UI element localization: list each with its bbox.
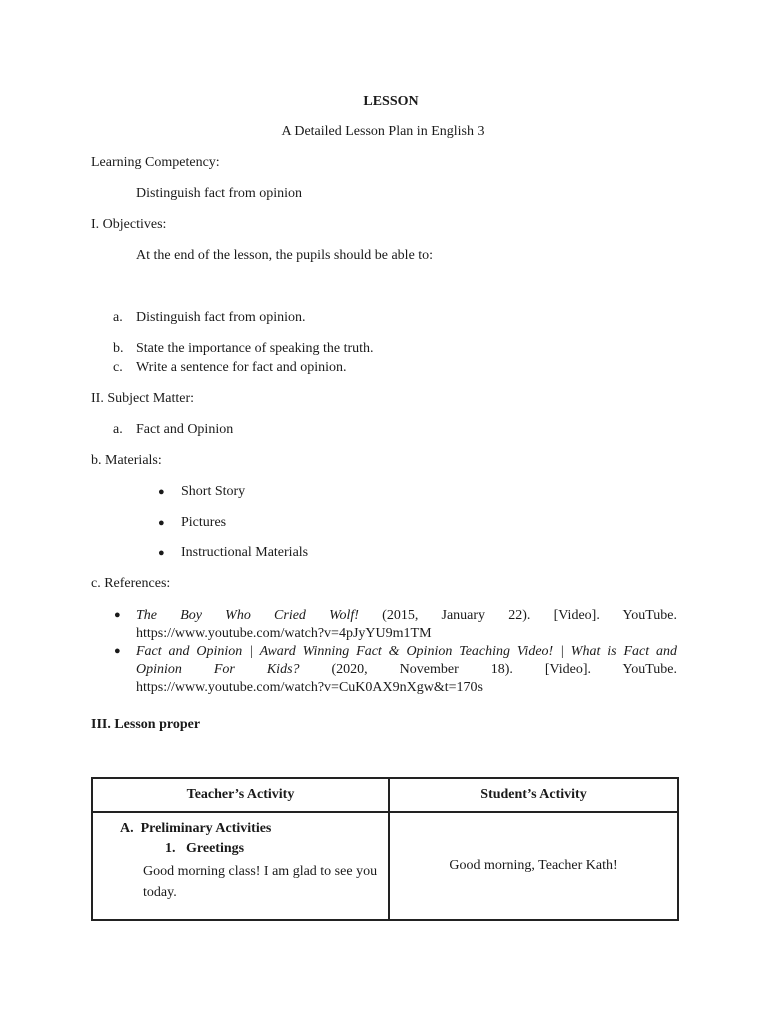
reference-line [136,661,677,679]
material-item: Pictures [181,515,227,530]
reference-title-line [136,643,677,661]
table-header-row [92,778,678,812]
objective-marker: c. [113,360,123,375]
objectives-label: I. Objectives: [91,217,167,232]
objectives-intro: At the end of the lesson, the pupils should be able to: [136,248,434,263]
material-item: Short Story [181,484,246,499]
bullet-icon: ● [158,486,165,498]
references-label: c. References: [91,576,171,591]
reference-item [136,607,677,643]
section-heading: A. Preliminary Activities [120,821,272,836]
teacher-greeting: Good morning class! I am glad to see you today. [143,864,378,900]
bullet-icon: ● [158,547,165,559]
bullet-icon: ● [158,517,165,529]
lesson-proper-label: III. Lesson proper [91,717,201,732]
subject-matter-item: Fact and Opinion [136,422,234,437]
reference-details: (2015, January 22). [Video]. YouTube. [382,608,677,623]
bullet-icon: ● [114,609,121,621]
reference-title: The Boy Who Cried Wolf! [136,608,359,623]
subsection-heading: 1. Greetings [165,841,245,856]
teacher-activity-cell [92,812,389,920]
subject-matter-label: II. Subject Matter: [91,391,195,406]
teacher-activity-header: Teacher’s Activity [92,778,389,812]
objective-item: Write a sentence for fact and opinion. [136,360,347,375]
document-subtitle: A Detailed Lesson Plan in English 3 [281,124,485,139]
competency-text: Distinguish fact from opinion [136,186,303,201]
student-activity-cell: Good morning, Teacher Kath! [389,812,678,920]
materials-label: b. Materials: [91,453,162,468]
activity-table [91,777,679,921]
reference-details: (2020, November 18). [Video]. YouTube. [331,662,678,677]
objective-marker: a. [113,310,123,325]
reference-line [136,607,677,625]
objective-marker: b. [113,341,124,356]
reference-title: Opinion For Kids? [136,662,300,677]
reference-item [136,643,677,697]
reference-title: Fact and Opinion | Award Winning Fact & Opinion Teaching Video! | What is Fact and [136,644,677,659]
objective-item: State the importance of speaking the truth. [136,341,374,356]
subject-matter-marker: a. [113,422,123,437]
table-row [92,812,678,920]
reference-url[interactable]: https://www.youtube.com/watch?v=CuK0AX9nXgw&t=170s [136,680,483,695]
objective-item: Distinguish fact from opinion. [136,310,306,325]
competency-label: Learning Competency: [91,155,220,170]
document-title: LESSON [363,94,419,109]
student-activity-header: Student’s Activity [389,778,678,812]
material-item: Instructional Materials [181,545,309,560]
reference-url[interactable]: https://www.youtube.com/watch?v=4pJyYU9m1TM [136,626,432,641]
bullet-icon: ● [114,645,121,657]
